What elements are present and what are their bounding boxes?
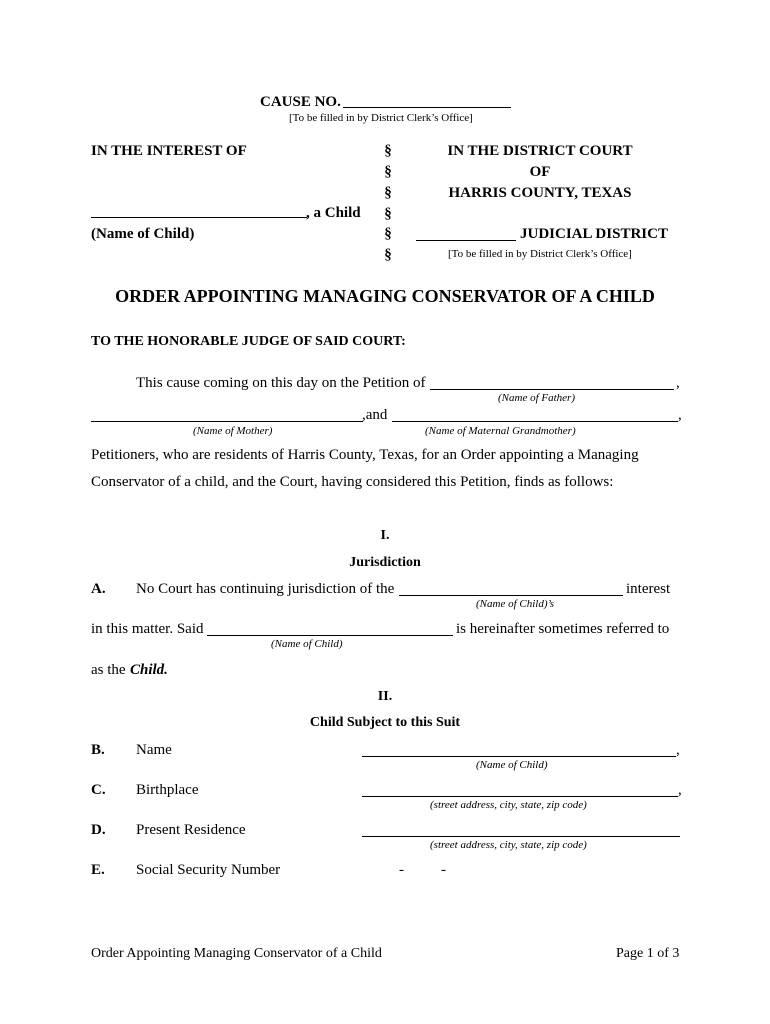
judicial-district-blank[interactable] <box>416 240 516 241</box>
referred-text: is hereinafter sometimes referred to <box>456 621 670 637</box>
section-2-heading: Child Subject to this Suit <box>309 715 461 730</box>
mother-name-blank[interactable] <box>91 421 363 422</box>
child-word: Child. <box>130 662 168 678</box>
father-name-blank[interactable] <box>430 389 674 390</box>
a-child-label: , a Child <box>306 205 361 221</box>
cause-number-note: [To be filled in by District Clerk’s Office] <box>289 112 473 124</box>
cause-number-blank[interactable] <box>343 107 511 108</box>
item-c-letter: C. <box>91 782 106 798</box>
cause-number-label: CAUSE NO. <box>260 94 341 110</box>
court-line-1: IN THE DISTRICT COURT <box>447 143 633 159</box>
item-d-letter: D. <box>91 822 106 838</box>
said-child-blank[interactable] <box>207 635 453 636</box>
father-label: (Name of Father) <box>498 392 575 404</box>
section-symbol: § <box>384 185 392 201</box>
court-note: [To be filled in by District Clerk’s Office] <box>448 248 632 260</box>
salutation: TO THE HONORABLE JUDGE OF SAID COURT: <box>91 334 406 349</box>
comma: , <box>678 782 682 798</box>
section-symbol: § <box>384 247 392 263</box>
item-a-end: interest <box>626 581 671 597</box>
page-number: Page 1 of 3 <box>616 946 680 961</box>
court-line-2: OF <box>529 164 551 180</box>
section-symbol: § <box>384 206 392 222</box>
said-text: in this matter. Said <box>91 621 204 637</box>
child-interest-blank[interactable] <box>399 595 623 596</box>
item-d-label: Present Residence <box>136 822 246 838</box>
mother-label: (Name of Mother) <box>193 425 273 437</box>
section-1-heading: Jurisdiction <box>349 555 421 570</box>
section-1-numeral: I. <box>380 528 390 543</box>
interest-of-label: IN THE INTEREST OF <box>91 143 247 159</box>
birthplace-field[interactable] <box>362 796 678 797</box>
grandmother-name-blank[interactable] <box>392 421 678 422</box>
section-symbol: § <box>384 226 392 242</box>
item-d-sub: (street address, city, state, zip code) <box>430 839 587 851</box>
judicial-district-label: JUDICIAL DISTRICT <box>520 226 668 242</box>
section-symbol: § <box>384 164 392 180</box>
child-label: (Name of Child) <box>271 638 343 650</box>
document-title: ORDER APPOINTING MANAGING CONSERVATOR OF A CHILD <box>115 286 655 306</box>
child-name-field[interactable] <box>362 756 676 757</box>
item-e-label: Social Security Number <box>136 862 281 878</box>
comma: , <box>678 407 682 423</box>
item-b-sub: (Name of Child) <box>476 759 548 771</box>
item-a-letter: A. <box>91 581 106 597</box>
childs-label: (Name of Child)’s <box>476 598 555 610</box>
name-of-child-label: (Name of Child) <box>91 226 195 242</box>
court-line-3: HARRIS COUNTY, TEXAS <box>448 185 632 201</box>
petition-intro: This cause coming on this day on the Petition of <box>136 375 426 391</box>
ssn-dash: - <box>399 862 404 878</box>
item-e-letter: E. <box>91 862 105 878</box>
as-the-text: as the <box>91 662 126 678</box>
grandmother-label: (Name of Maternal Grandmother) <box>425 425 576 437</box>
comma: , <box>676 742 680 758</box>
section-symbol: § <box>384 143 392 159</box>
petition-line-1: Petitioners, who are residents of Harris County, Texas, for an Order appointing a Managing <box>91 447 639 463</box>
ssn-dash: - <box>441 862 446 878</box>
footer-title: Order Appointing Managing Conservator of a Child <box>91 946 382 961</box>
residence-field[interactable] <box>362 836 680 837</box>
item-c-label: Birthplace <box>136 782 199 798</box>
child-name-blank[interactable] <box>91 217 307 218</box>
item-b-label: Name <box>136 742 172 758</box>
section-2-numeral: II. <box>377 689 393 704</box>
item-c-sub: (street address, city, state, zip code) <box>430 799 587 811</box>
comma: , <box>676 375 680 391</box>
petition-line-2: Conservator of a child, and the Court, having considered this Petition, finds as follows: <box>91 474 614 490</box>
item-a-text: No Court has continuing jurisdiction of the <box>136 581 395 597</box>
and-text: ,and <box>362 407 388 423</box>
item-b-letter: B. <box>91 742 105 758</box>
